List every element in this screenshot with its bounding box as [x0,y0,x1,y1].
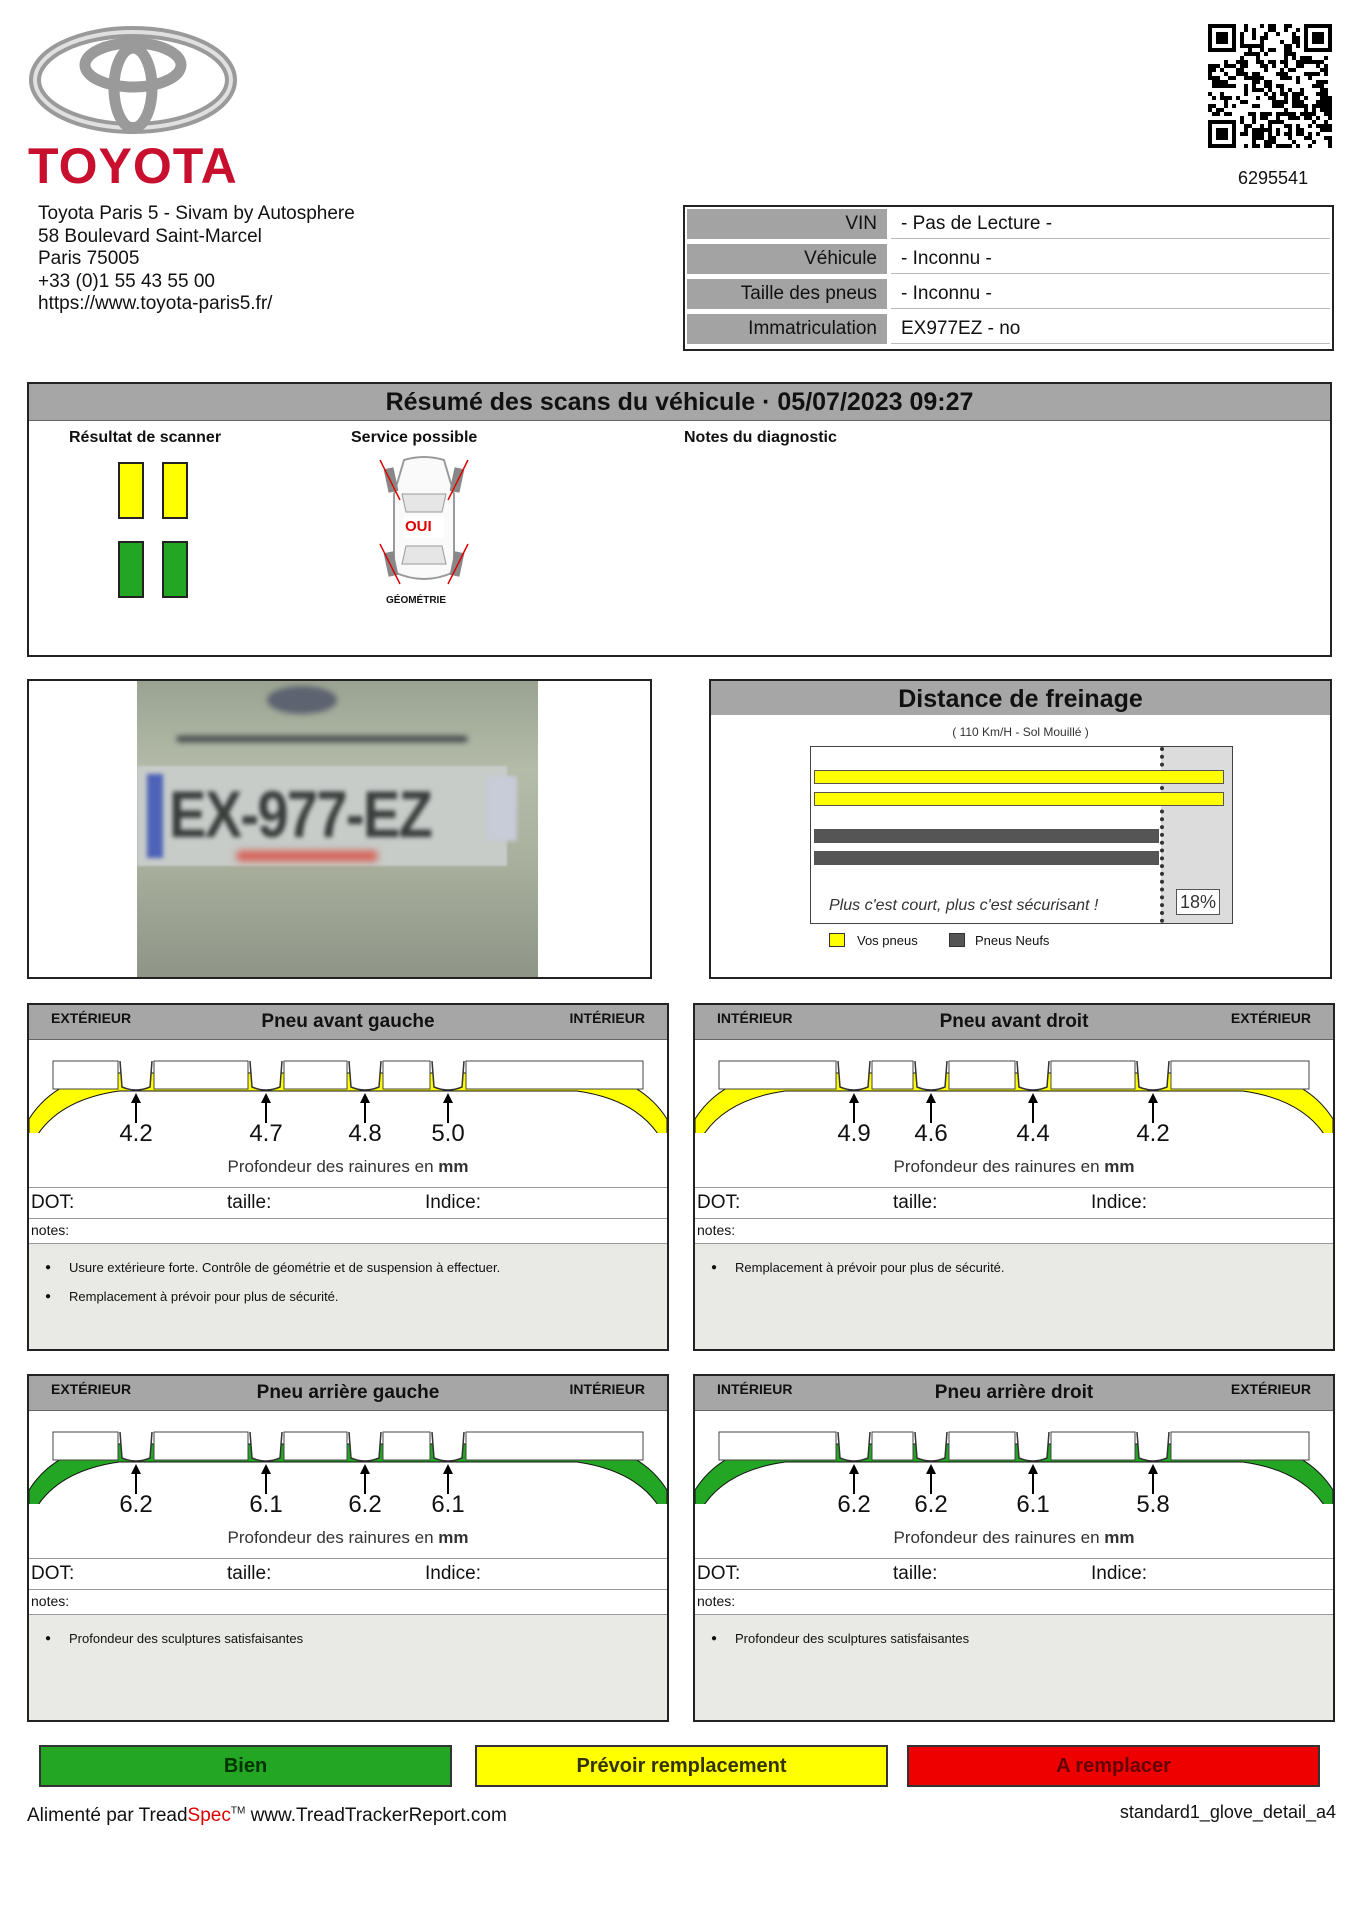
groove-depth: 6.1 [431,1491,465,1518]
tire-title: Pneu avant gauche [261,1011,435,1032]
notes-label: notes: [31,1222,70,1238]
tire-size-row [687,279,1330,309]
footer-spec: Spec [187,1805,231,1826]
size-label: taille: [893,1563,938,1584]
scan-front-right [162,462,188,519]
size-label: taille: [893,1192,938,1213]
braking-title: Distance de freinage [711,681,1330,715]
index-label: Indice: [1091,1563,1147,1584]
brand-name: TOYOTA [28,138,238,194]
groove-depth: 6.2 [914,1491,948,1518]
legend-yours-label: Vos pneus [857,933,918,948]
tire-rear-left-panel [27,1374,669,1722]
groove-depth: 4.6 [914,1120,948,1147]
vin-value: - Pas de Lecture - [891,209,1330,239]
footer-template: standard1_glove_detail_a4 [1119,1802,1336,1822]
report-id: 6295541 [1238,168,1309,188]
dot-label: DOT: [697,1563,741,1584]
dot-label: DOT: [31,1563,75,1584]
tire-header [29,1376,667,1411]
tire-notes-row [29,1588,667,1615]
vehicle-info-table [683,205,1334,351]
plate-label: Immatriculation [687,314,887,344]
dealer-website[interactable]: https://www.toyota-paris5.fr/ [38,293,273,314]
tire-notes-row [29,1217,667,1244]
dot-label: DOT: [31,1192,75,1213]
groove-depth: 4.9 [837,1120,871,1147]
groove-caption: Profondeur des rainures en mm [227,1157,469,1176]
dealer-phone: +33 (0)1 55 43 55 00 [38,270,215,292]
index-label: Indice: [425,1192,481,1213]
index-label: Indice: [425,1563,481,1584]
tire-notes-row [695,1588,1333,1615]
toyota-emblem-icon [28,25,238,135]
tire-notes [695,1244,1333,1349]
diagnostic-notes-label: Notes du diagnostic [684,429,837,446]
service-value: OUI [405,518,432,535]
scan-front-left [118,462,144,519]
braking-chart [810,746,1233,924]
notes-label: notes: [697,1222,736,1238]
tire-dot-row [695,1558,1333,1590]
qr-code [1208,24,1332,148]
legend-new-swatch [949,933,965,947]
footer-tm: TM [230,1805,246,1817]
tire-side-right: INTÉRIEUR [569,1381,645,1397]
legend-new-label: Pneus Neufs [975,933,1050,948]
dealer-info [38,203,355,316]
tire-notes-row [695,1217,1333,1244]
tire-dot-row [695,1187,1333,1219]
new-tire-bar-1 [814,829,1159,843]
braking-slogan: Plus c'est court, plus c'est sécurisant ! [829,897,1099,914]
tire-dot-row [29,1558,667,1590]
groove-caption: Profondeur des rainures en mm [893,1157,1135,1176]
index-label: Indice: [1091,1192,1147,1213]
tire-side-right: INTÉRIEUR [569,1010,645,1026]
tire-side-right: EXTÉRIEUR [1230,1010,1311,1026]
tire-size-value: - Inconnu - [891,279,1330,309]
service-label: Service possible [351,429,478,446]
tire-title: Pneu avant droit [939,1011,1089,1032]
vehicle-row [687,244,1330,274]
tire-note-item: ● Profondeur des sculptures satisfaisantes [735,1631,969,1646]
scan-rear-right [162,541,188,598]
tire-note-item: ● Profondeur des sculptures satisfaisantes [69,1631,303,1646]
groove-depth: 4.8 [348,1120,382,1147]
notes-label: notes: [31,1593,70,1609]
groove-caption: Profondeur des rainures en mm [227,1528,469,1547]
braking-subtitle: ( 110 Km/H - Sol Mouillé ) [952,725,1089,739]
footer-url[interactable]: www.TreadTrackerReport.com [250,1805,507,1826]
groove-depth: 5.0 [431,1120,465,1147]
vin-label: VIN [687,209,887,239]
qr-code-icon [1208,24,1332,148]
vin-row [687,209,1330,239]
scan-summary-panel [27,382,1332,657]
groove-depth: 6.1 [249,1491,283,1518]
vehicle-label: Véhicule [687,244,887,274]
tire-rear-right-panel [693,1374,1335,1722]
tire-side-left: INTÉRIEUR [717,1010,793,1026]
service-type: GÉOMÉTRIE [386,595,447,606]
plate-row [687,314,1330,344]
vehicle-value: - Inconnu - [891,244,1330,274]
toyota-logo [28,25,238,194]
tire-note-item: ● Remplacement à prévoir pour plus de sécurité. [69,1289,339,1304]
groove-depth: 4.4 [1016,1120,1050,1147]
braking-distance-panel [709,679,1332,979]
groove-depth: 6.2 [837,1491,871,1518]
tire-header [695,1376,1333,1411]
plate-photo-panel [27,679,652,979]
your-tire-bar-2 [814,792,1224,806]
plate-photo-text: EX-977-EZ [169,777,432,851]
legend-yours-swatch [829,933,845,947]
tire-side-right: EXTÉRIEUR [1230,1381,1311,1397]
tire-note-item: ● Usure extérieure forte. Contrôle de géométrie et de suspension à effectuer. [69,1260,500,1275]
tire-front-left-panel [27,1003,669,1351]
groove-depth: 6.2 [348,1491,382,1518]
groove-depth: 6.2 [119,1491,153,1518]
tire-notes [29,1244,667,1349]
legend-good: Bien [39,1745,452,1787]
dealer-address: 58 Boulevard Saint-Marcel [38,225,262,247]
tire-title: Pneu arrière droit [934,1382,1094,1403]
your-tire-bar-1 [814,770,1224,784]
dealer-name: Toyota Paris 5 - Sivam by Autosphere [38,203,355,224]
legend-plan-replacement: Prévoir remplacement [475,1745,888,1787]
notes-label: notes: [697,1593,736,1609]
groove-caption: Profondeur des rainures en mm [893,1528,1135,1547]
scan-result-label: Résultat de scanner [69,429,222,446]
new-tire-bar-2 [814,851,1159,865]
tire-side-left: INTÉRIEUR [717,1381,793,1397]
tire-header [695,1005,1333,1040]
legend-replace: A remplacer [907,1745,1320,1787]
dealer-city: Paris 75005 [38,248,140,269]
summary-title: Résumé des scans du véhicule · 05/07/2023 09:27 [29,384,1330,421]
plate-value: EX977EZ - no [891,314,1330,344]
groove-depth: 4.2 [119,1120,153,1147]
size-label: taille: [227,1563,272,1584]
plate-photo [137,681,538,977]
tire-dot-row [29,1187,667,1219]
groove-depth: 5.8 [1136,1491,1170,1518]
groove-depth: 6.1 [1016,1491,1050,1518]
tire-note-item: ● Remplacement à prévoir pour plus de sécurité. [735,1260,1005,1275]
footer-powered: Alimenté par TreadSpec™ www.TreadTrackerReport.com [27,1805,507,1826]
tire-side-left: EXTÉRIEUR [51,1010,132,1026]
tire-side-left: EXTÉRIEUR [51,1381,132,1397]
size-label: taille: [227,1192,272,1213]
dot-label: DOT: [697,1192,741,1213]
scan-rear-left [118,541,144,598]
tire-title: Pneu arrière gauche [256,1382,440,1403]
tire-notes [29,1615,667,1720]
tire-notes [695,1615,1333,1720]
groove-depth: 4.2 [1136,1120,1170,1147]
tire-front-right-panel [693,1003,1335,1351]
braking-percent: 18% [1176,889,1220,915]
groove-depth: 4.7 [249,1120,283,1147]
tire-size-label: Taille des pneus [687,279,887,309]
tire-header [29,1005,667,1040]
